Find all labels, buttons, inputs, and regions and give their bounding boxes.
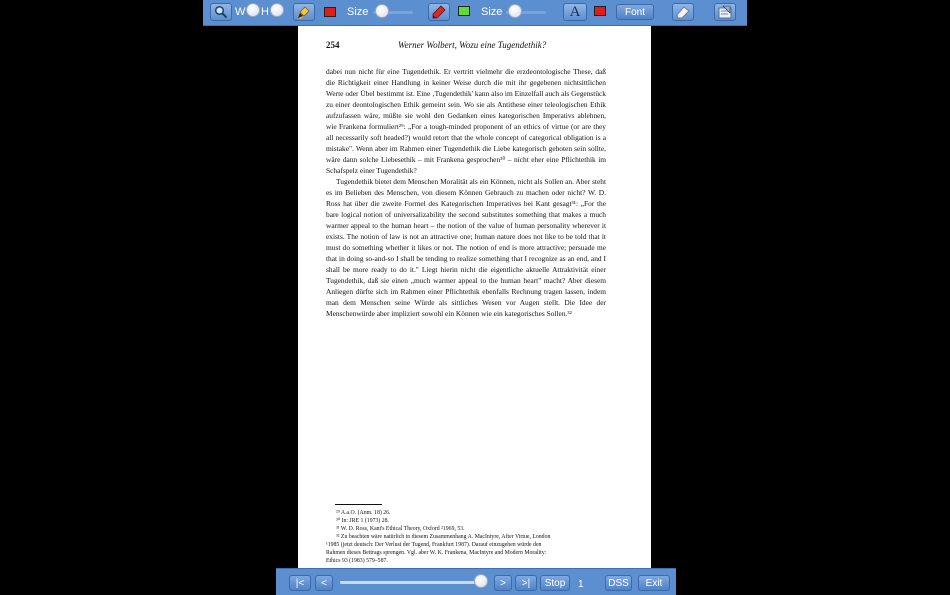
height-label: H	[261, 6, 269, 18]
footnote-continued: ¹1985 (jetzt deutsch: Der Verlust der Tugend, Frankfurt 1987). Darauf einzugehen würde den	[326, 542, 542, 548]
dss-button[interactable]: DSS	[605, 575, 632, 591]
page-number-input[interactable]	[576, 575, 604, 593]
exit-button[interactable]: Exit	[638, 575, 670, 591]
highlight-size-label: Size	[481, 6, 503, 18]
body-text	[326, 66, 606, 319]
page-number: 254	[326, 40, 340, 50]
pen-size-knob[interactable]	[375, 4, 389, 18]
page-progress-knob[interactable]	[474, 574, 488, 588]
pen-color-swatch[interactable]	[324, 7, 336, 17]
footnote-divider	[335, 504, 382, 505]
page-progress-fill	[340, 581, 481, 584]
pen-tool-button[interactable]	[428, 3, 450, 21]
navigation-toolbar	[276, 568, 676, 595]
width-label: W	[235, 6, 246, 18]
magnifier-icon	[214, 5, 228, 19]
text-color-swatch[interactable]	[594, 6, 606, 16]
document-page	[298, 26, 651, 568]
stop-button[interactable]: Stop	[540, 575, 570, 591]
clear-icon	[717, 5, 733, 19]
next-page-button[interactable]: >	[494, 575, 512, 591]
paragraph: Tugendethik bietet dem Menschen Moralität als ein Können, nicht als Sollen an. Aber steht es im Belieben des Menschen, von diesem Können Gebrauch zu machen oder nicht? W. D. Ross hat über die zweite Formel des Kategorischen Imperatives bei Kant gesagt³¹: „For the bare logical notion of universalizability the second substitutes something that makes a much warmer appeal to the human heart – the notion of the value of human personality wherever it exists. The notion of law is not an attractive one; human nature does not like to be told that it must do something whether it likes or not. The notion of end is more attractive; persuade me that in doing so-and-so I shall be tending to realize something that I recognize as an end, and I shall be more ready to do it." Liegt hierin nicht die eigentliche aktuelle Attraktivität einer Tugendethik, daß sie einen „much warmer appeal to the human heart" macht? Aber diesem Anliegen dürfte sich im Rahmen einer Pflichtethik ebenfalls Rechnung tragen lassen, indem man dem Menschen seine Würde als sittliches Wesen vor Augen stellt. Die Idee der Menschenwürde aber impliziert sowohl ein Können wie ein kategorisches Sollen.³²	[326, 177, 606, 318]
running-title: Werner Wolbert, Wozu eine Tugendethik?	[398, 40, 547, 50]
pen-icon	[432, 5, 446, 19]
text-color-chip	[594, 6, 606, 16]
footnote: ³¹ W. D. Ross, Kant's Ethical Theory, Oxford ²1969, 53.	[336, 526, 465, 532]
footnote: ³² Zu beachten wäre natürlich in diesem Zusammenhang A. MacIntyre, After Virtue, London	[336, 534, 551, 540]
pen-size-label: Size	[347, 6, 369, 18]
font-button[interactable]: Font	[616, 4, 654, 20]
annotation-toolbar	[203, 0, 747, 26]
page-progress-track[interactable]	[340, 581, 485, 584]
previous-page-button[interactable]: <	[315, 575, 333, 591]
footnote: ²⁹ A.a.O. (Anm. 18) 26.	[336, 510, 391, 516]
highlighter-tool-button[interactable]	[293, 3, 315, 21]
last-page-button[interactable]: >|	[515, 575, 537, 591]
height-knob[interactable]	[270, 3, 284, 17]
highlight-color-swatch[interactable]	[458, 6, 470, 16]
first-page-button[interactable]: |<	[289, 575, 311, 591]
eraser-icon	[675, 5, 691, 19]
zoom-button[interactable]	[210, 3, 232, 21]
footnote-continued: Rahmen dieses Beitrags sprengen. Vgl. aber W. K. Frankena, MacIntyre and Modern Morality:	[326, 550, 547, 556]
pen-color-chip	[324, 7, 336, 17]
width-knob[interactable]	[246, 3, 260, 17]
footnotes	[326, 509, 606, 565]
footnote: ³⁰ In: JRE 1 (1973) 28.	[336, 518, 390, 524]
highlight-color-chip	[458, 6, 470, 16]
text-tool-button[interactable]: A	[563, 3, 587, 21]
marker-icon	[297, 5, 311, 19]
paragraph: dabei nun nicht für eine Tugendethik. Er vertritt vielmehr die erzdeontologische These, daß die Richtigkeit einer Handlung in keiner Weise durch die mit ihr gegebenen nichtsittlichen Werte oder Übel bestimmt ist. Eine ‚Tugendethik' kann also im Einzelfall auch als Gegenstück zu einer deontologischen Ethik gemeint sein. Wo sie als Antithese einer teleologischen Ethik aufzufassen wäre, müßte sie wohl den Gedanken eines kategorischen Imperativs ablehnen, wie Frankena formuliert²⁹: „For a tough-minded proponent of an ethics of virtue (or are they all necessarily soft headed?) would retort that the whole concept of categorical obligation is a mistake". Wenn aber im Rahmen einer Tugendethik die Liebe kategorisch geboten sein sollte, wäre dann solche Liebesethik – mit Frankena gesprochen³⁰ – nicht eher eine Pflichtethik im Schafspelz einer Tugendethik?	[326, 67, 606, 175]
clear-page-button[interactable]	[714, 3, 736, 21]
footnote-continued: Ethics 93 (1983) 579–587.	[326, 558, 388, 564]
highlight-size-knob[interactable]	[508, 4, 522, 18]
eraser-button[interactable]	[672, 3, 694, 21]
